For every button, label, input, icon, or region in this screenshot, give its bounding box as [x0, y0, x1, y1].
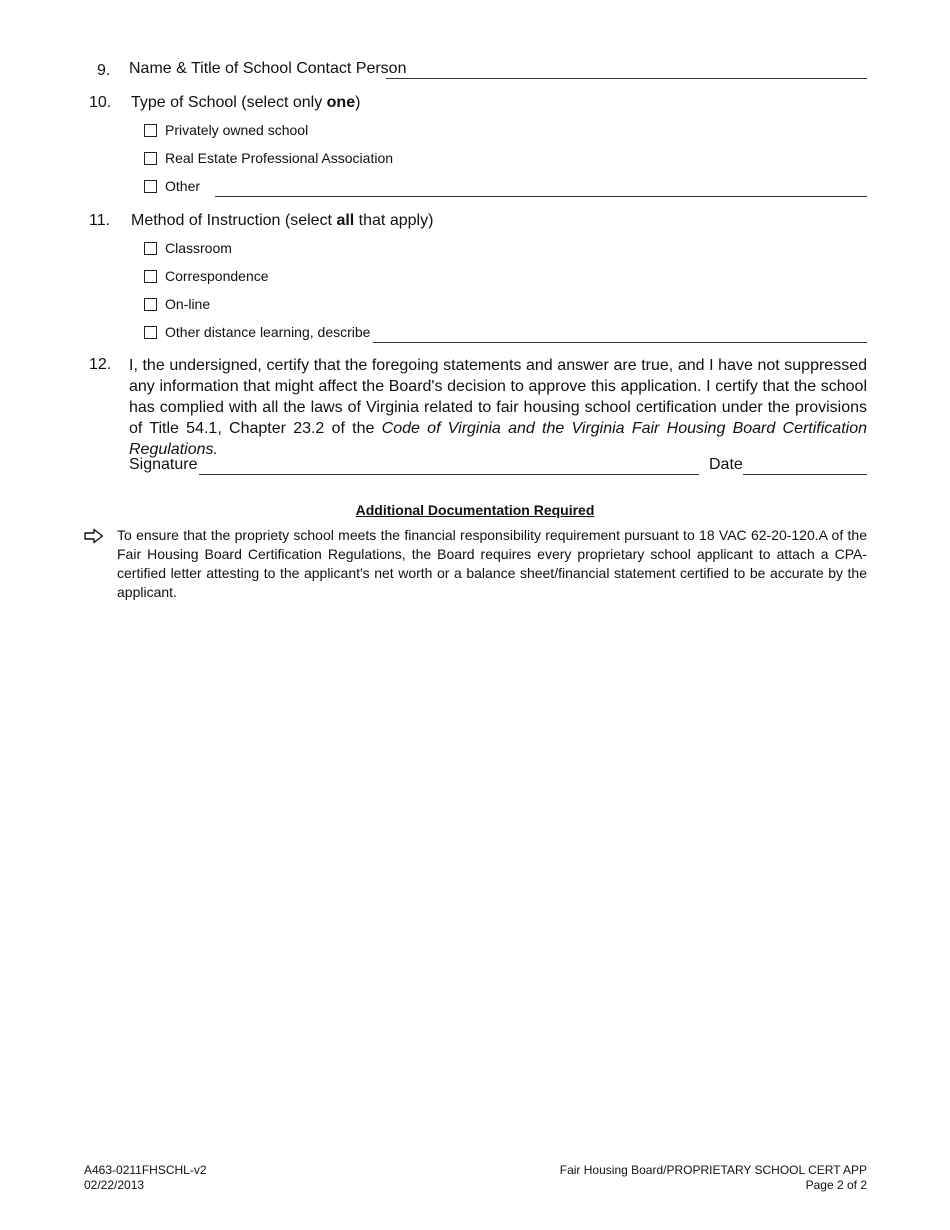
q10-label: Type of School (select only one)	[131, 94, 361, 111]
form-title: Fair Housing Board/PROPRIETARY SCHOOL CERT APP	[559, 1163, 867, 1177]
online-label: On-line	[165, 296, 211, 312]
professional-association-label: Real Estate Professional Association	[165, 150, 394, 166]
page-number: Page 2 of 2	[805, 1178, 867, 1192]
q10-number: 10.	[89, 94, 112, 111]
contact-person-field[interactable]	[386, 62, 867, 79]
professional-association-checkbox[interactable]	[144, 152, 157, 165]
distance-learning-checkbox[interactable]	[144, 326, 157, 339]
correspondence-checkbox[interactable]	[144, 270, 157, 283]
financial-responsibility-note: To ensure that the propriety school meets the financial responsibility requirement pursuant to 18 VAC 62-20-120.A of the Fair Housing Board Certification Regulations, the Board requires every proprietary school applicant to attach a CPA-certified letter attesting to the applicant's net worth or a balance sheet/financial statement certified to be accurate by the applicant.	[117, 527, 867, 600]
q11-label: Method of Instruction (select all that apply)	[131, 212, 434, 229]
form-date: 02/22/2013	[84, 1178, 145, 1192]
certification-statement: I, the undersigned, certify that the foregoing statements and answer are true, and I have not suppressed any information that might affect the Board's decision to approve this application. I certify that the school has complied with all the laws of Virginia related to fair housing school certification under the provisions of Title 54.1, Chapter 23.2 of the Code of Virginia and the Virginia Fair Housing Board Certification Regulations.	[129, 357, 868, 458]
form-code: A463-0211FHSCHL-v2	[84, 1163, 207, 1177]
distance-learning-describe-field[interactable]	[373, 326, 867, 343]
distance-learning-label: Other distance learning, describe	[165, 324, 371, 340]
school-type-other-field[interactable]	[215, 180, 867, 197]
q11-number: 11.	[89, 212, 111, 229]
additional-documentation-heading: Additional Documentation Required	[355, 502, 595, 518]
privately-owned-checkbox[interactable]	[144, 124, 157, 137]
date-label: Date	[709, 456, 743, 473]
school-type-other-checkbox[interactable]	[144, 180, 157, 193]
correspondence-label: Correspondence	[165, 268, 269, 284]
q9-label: Name & Title of School Contact Person	[129, 60, 407, 77]
q12-number: 12.	[89, 356, 112, 373]
right-arrow-icon	[84, 528, 104, 544]
signature-field[interactable]	[199, 458, 699, 475]
school-type-other-label: Other	[165, 178, 201, 194]
footer-left	[84, 1163, 207, 1193]
q9-number: 9.	[97, 62, 111, 79]
signature-label: Signature	[129, 456, 198, 473]
classroom-label: Classroom	[165, 240, 232, 256]
classroom-checkbox[interactable]	[144, 242, 157, 255]
online-checkbox[interactable]	[144, 298, 157, 311]
privately-owned-label: Privately owned school	[165, 122, 309, 138]
footer-right	[560, 1163, 867, 1193]
date-field[interactable]	[743, 458, 867, 475]
